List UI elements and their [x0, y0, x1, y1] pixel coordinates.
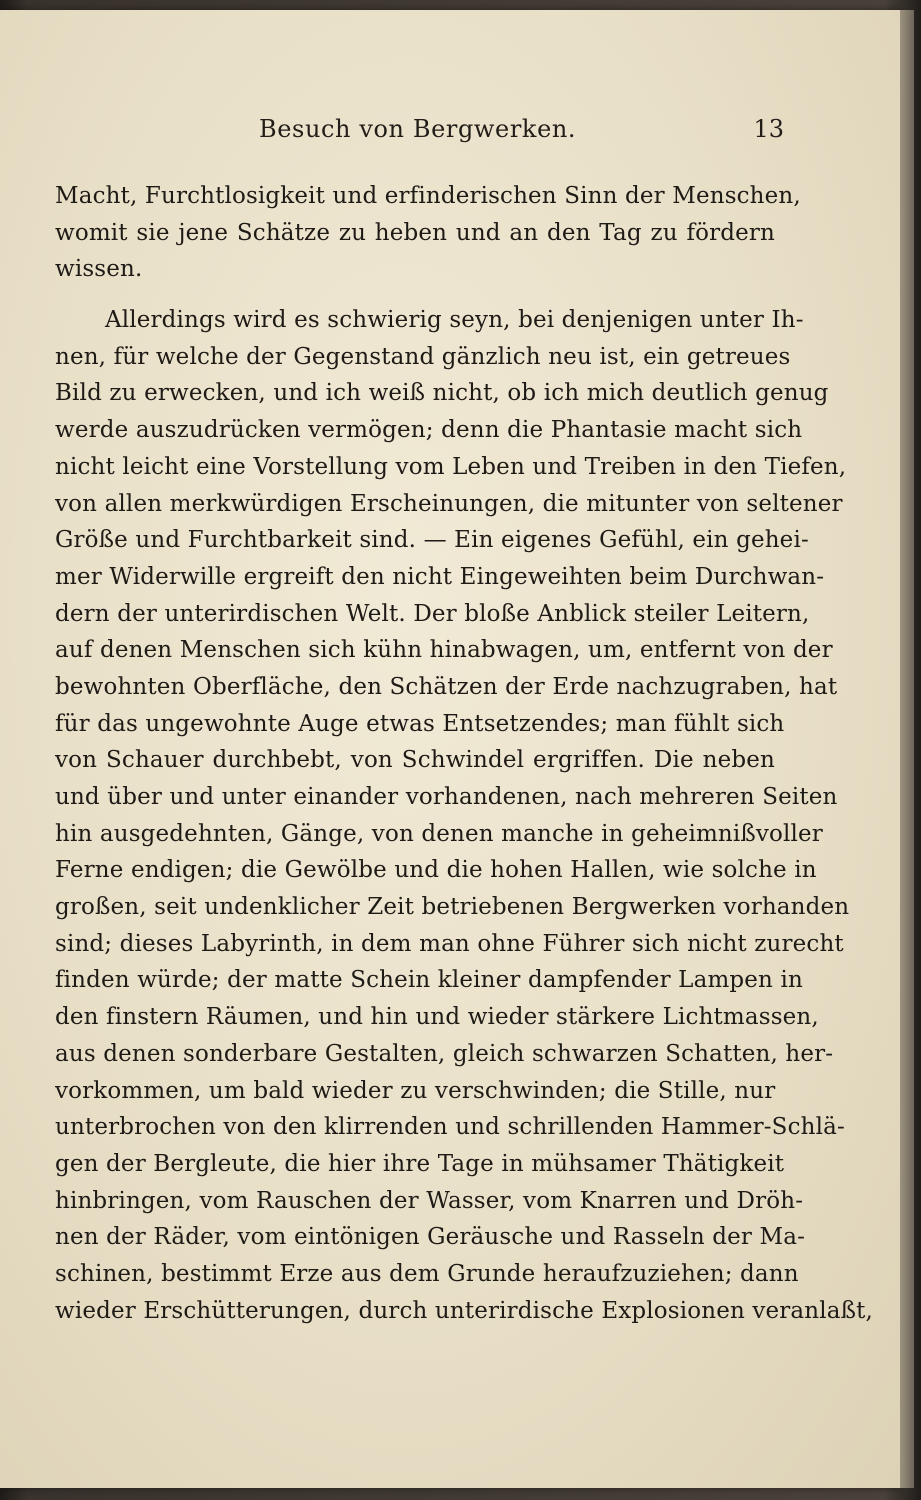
text-line: von allen merkwürdigen Erscheinungen, die mitunter von seltener: [55, 490, 843, 517]
text-line: Bild zu erwecken, und ich weiß nicht, ob ich mich deutlich genug: [55, 380, 829, 407]
text-line: unterbrochen von den klirrenden und schrillenden Hammer-Schlä-: [55, 1114, 845, 1141]
text-line: großen, seit undenklicher Zeit betriebenen Bergwerken vorhanden: [55, 894, 850, 921]
text-line: nicht leicht eine Vorstellung vom Leben und Treiben in den Tiefen,: [55, 453, 847, 480]
text-line: womit sie jene Schätze zu heben und an den Tag zu fördern: [55, 219, 775, 246]
text-line: wieder Erschütterungen, durch unterirdische Explosionen veranlaßt,: [55, 1297, 873, 1324]
text-line: Allerdings wird es schwierig seyn, bei denjenigen unter Ih-: [105, 307, 804, 334]
text-line: [55, 1329, 775, 1366]
text-line: von Schauer durchbebt, von Schwindel ergriffen. Die neben: [55, 747, 775, 774]
text-line: dern der unterirdischen Welt. Der bloße Anblick steiler Leitern,: [55, 600, 810, 627]
text-line: aus denen sonderbare Gestalten, gleich schwarzen Schatten, her-: [55, 1040, 834, 1067]
text-line: Macht, Furchtlosigkeit und erfinderischen Sinn der Menschen,: [55, 183, 801, 209]
text-line: nen der Räder, vom eintönigen Geräusche und Rasseln der Ma-: [55, 1224, 805, 1251]
page-number: 13: [753, 115, 784, 143]
text-line: hin ausgedehnten, Gänge, von denen manche in geheimnißvoller: [55, 820, 823, 847]
text-line: sind; dieses Labyrinth, in dem man ohne Führer sich nicht zurecht: [55, 930, 844, 957]
text-line: vorkommen, um bald wieder zu verschwinden; die Stille, nur: [55, 1077, 776, 1104]
text-line: Ferne endigen; die Gewölbe und die hohen Hallen, wie solche in: [55, 857, 817, 884]
text-line: auf denen Menschen sich kühn hinabwagen, um, entfernt von der: [55, 637, 833, 664]
page-header: [84, 115, 784, 155]
text-line: nen, für welche der Gegenstand gänzlich neu ist, ein getreues: [55, 343, 791, 370]
text-line: schinen, bestimmt Erze aus dem Grunde heraufzuziehen; dann: [55, 1260, 799, 1287]
text-line: für das ungewohnte Auge etwas Entsetzendes; man fühlt sich: [55, 710, 785, 737]
book-page: [0, 10, 900, 1488]
paragraph: [55, 302, 873, 1366]
text-line: Größe und Furchtbarkeit sind. — Ein eigenes Gefühl, ein gehei-: [55, 527, 809, 554]
text-line: mer Widerwille ergreift den nicht Eingeweihten beim Durchwan-: [55, 563, 825, 590]
text-line: den finstern Räumen, und hin und wieder stärkere Lichtmassen,: [55, 1004, 819, 1031]
text-line: werde auszudrücken vermögen; denn die Phantasie macht sich: [55, 417, 803, 444]
text-line: finden würde; der matte Schein kleiner dampfender Lampen in: [55, 967, 803, 994]
text-line: hinbringen, vom Rauschen der Wasser, vom Knarren und Dröh-: [55, 1187, 804, 1214]
running-title: Besuch von Bergwerken.: [259, 115, 577, 143]
text-line: bewohnten Oberfläche, den Schätzen der Erde nachzugraben, hat: [55, 673, 838, 700]
paragraph: [55, 178, 801, 288]
body-text: [55, 178, 873, 1366]
text-line: wissen.: [55, 256, 143, 283]
paragraph-gap: [55, 288, 775, 302]
text-line: gen der Bergleute, die hier ihre Tage in mühsamer Thätigkeit: [55, 1150, 785, 1177]
text-line: und über und unter einander vorhandenen, nach mehreren Seiten: [55, 784, 838, 810]
